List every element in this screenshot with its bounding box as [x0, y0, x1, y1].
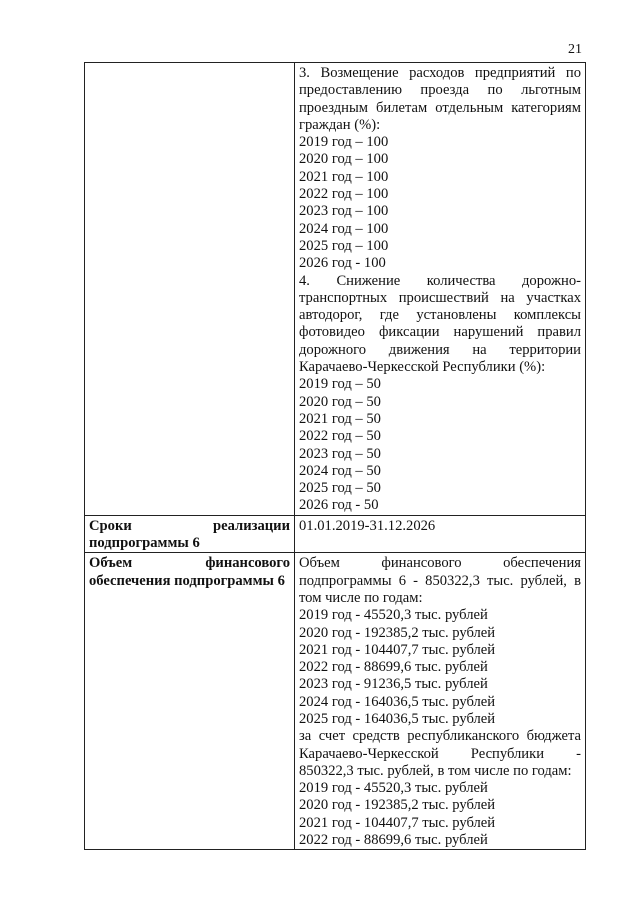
value-line: 2025 год – 100	[299, 237, 389, 254]
value-line: 2025 год - 164036,5 тыс. рублей	[299, 710, 496, 727]
value-line: 2024 год – 100	[299, 220, 389, 237]
row-label: Сроки реализации подпрограммы 6	[89, 517, 290, 552]
row-label-cell	[85, 63, 295, 516]
row-label-cell	[85, 553, 295, 850]
value-line: 01.01.2019-31.12.2026	[299, 517, 436, 534]
passport-table-body	[85, 63, 586, 850]
row-value-cell	[295, 63, 586, 516]
row-label: Объем финансового обеспечения подпрограммы 6	[89, 555, 290, 589]
value-line: 2020 год - 192385,2 тыс. рублей	[299, 624, 496, 641]
value-line: 2019 год – 50	[299, 376, 381, 393]
value-line: 2022 год – 100	[299, 186, 389, 203]
value-line: 2021 год – 50	[299, 410, 381, 427]
value-line: 2019 год - 45520,3 тыс. рублей	[299, 607, 488, 624]
value-line: 2021 год - 104407,7 тыс. рублей	[299, 814, 496, 831]
row-value-cell	[295, 553, 586, 850]
value-line: 2020 год - 192385,2 тыс. рублей	[299, 797, 496, 814]
value-line: 2020 год – 100	[299, 151, 389, 168]
value-line: 2021 год – 100	[299, 168, 389, 185]
value-line: 2019 год – 100	[299, 134, 389, 151]
value-line: 2026 год - 100	[299, 255, 386, 272]
value-line: 2026 год - 50	[299, 497, 379, 514]
value-line: 2023 год - 91236,5 тыс. рублей	[299, 676, 488, 693]
value-line: 2022 год - 88699,6 тыс. рублей	[299, 659, 488, 676]
table-row	[85, 553, 586, 850]
value-line: 2020 год – 50	[299, 393, 381, 410]
passport-table	[84, 62, 586, 850]
table-row	[85, 63, 586, 516]
row-value-cell	[295, 515, 586, 553]
value-paragraph: за счет средств республиканского бюджета Карачаево-Черкесской Республики - 850322,3 тыс. рублей, в том числе по годам:	[299, 728, 581, 779]
value-paragraph: 3. Возмещение расходов предприятий по предоставлению проезда по льготным проездным билетам отдельным категориям граждан (%):	[299, 65, 581, 133]
page-number: 21	[568, 42, 582, 57]
table-row	[85, 515, 586, 553]
value-paragraph: 4. Снижение количества дорожно-транспортных происшествий на участках автодорог, где установлены комплексы фотовидео фиксации нарушений правил дорожного движения на территории Карачаево-Черкесской Республики (%):	[299, 272, 581, 376]
value-line: 2023 год – 50	[299, 445, 381, 462]
value-line: 2024 год – 50	[299, 462, 381, 479]
value-line: 2023 год – 100	[299, 203, 389, 220]
row-label-cell	[85, 515, 295, 553]
value-line: 2024 год - 164036,5 тыс. рублей	[299, 693, 496, 710]
value-line: 2022 год – 50	[299, 428, 381, 445]
value-line: 2019 год - 45520,3 тыс. рублей	[299, 780, 488, 797]
value-line: 2021 год - 104407,7 тыс. рублей	[299, 641, 496, 658]
value-paragraph: Объем финансового обеспечения подпрограммы 6 - 850322,3 тыс. рублей, в том числе по годам:	[299, 555, 581, 606]
value-line: 2025 год – 50	[299, 480, 381, 497]
value-line: 2022 год - 88699,6 тыс. рублей	[299, 832, 488, 849]
